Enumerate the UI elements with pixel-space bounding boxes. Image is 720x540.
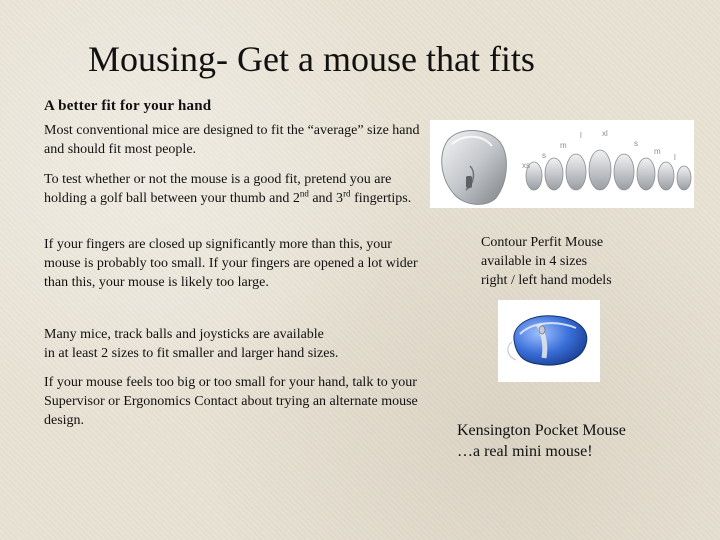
perfit-caption-line-3: right / left hand models — [481, 273, 612, 288]
slide-title: Mousing- Get a mouse that fits — [88, 39, 535, 79]
size-label: s — [634, 139, 638, 148]
paragraph-alternate-design: If your mouse feels too big or too small for your hand, talk to your Supervisor or Ergonomics Contact about trying an alternate mouse design. — [44, 375, 418, 428]
available-sizes-line-2: in at least 2 sizes to fit smaller and larger hand sizes. — [44, 346, 339, 361]
available-sizes-line-1: Many mice, track balls and joysticks are available — [44, 327, 324, 342]
paragraph-available-sizes — [44, 325, 424, 363]
paragraph-average-fit: Most conventional mice are designed to fit the “average” size hand and should fit most people. — [44, 123, 420, 157]
paragraph-size-check: If your fingers are closed up significantly more than this, your mouse is probably too small. If your fingers are opened a lot wider than this, your mouse is likely too large. — [44, 237, 418, 290]
ordinal-nd: nd — [299, 188, 309, 199]
kensington-mouse-illustration — [498, 300, 600, 382]
perfit-mouse-illustration — [430, 120, 694, 208]
size-label: s — [542, 151, 546, 160]
size-label: xs — [522, 161, 530, 170]
size-label: m — [560, 141, 567, 150]
golf-ball-text-b: and 3 — [308, 191, 344, 206]
perfit-mouse-image — [430, 120, 694, 208]
golf-ball-text-c: fingertips. — [350, 191, 412, 206]
size-label: l — [580, 131, 582, 140]
kensington-caption-line-1: Kensington Pocket Mouse — [457, 422, 626, 439]
pocket-mouse-icon — [508, 316, 587, 365]
large-mouse-icon — [442, 130, 507, 204]
golf-ball-text-a: To test whether or not the mouse is a good fit, pretend you are holding a golf ball between your thumb and 2 — [44, 172, 392, 206]
section-heading: A better fit for your hand — [44, 98, 212, 114]
perfit-caption — [481, 233, 612, 290]
perfit-caption-line-1: Contour Perfit Mouse — [481, 235, 604, 250]
size-label: m — [654, 147, 661, 156]
size-label: l — [674, 153, 676, 162]
perfit-caption-line-2: available in 4 sizes — [481, 254, 588, 269]
mouse-size-row — [526, 150, 691, 190]
size-label: xl — [602, 129, 608, 138]
kensington-caption-line-2: …a real mini mouse! — [457, 443, 593, 460]
kensington-caption — [457, 420, 626, 462]
ordinal-rd: rd — [343, 188, 351, 199]
paragraph-golf-ball-test — [44, 170, 424, 208]
kensington-mouse-image — [498, 300, 600, 382]
